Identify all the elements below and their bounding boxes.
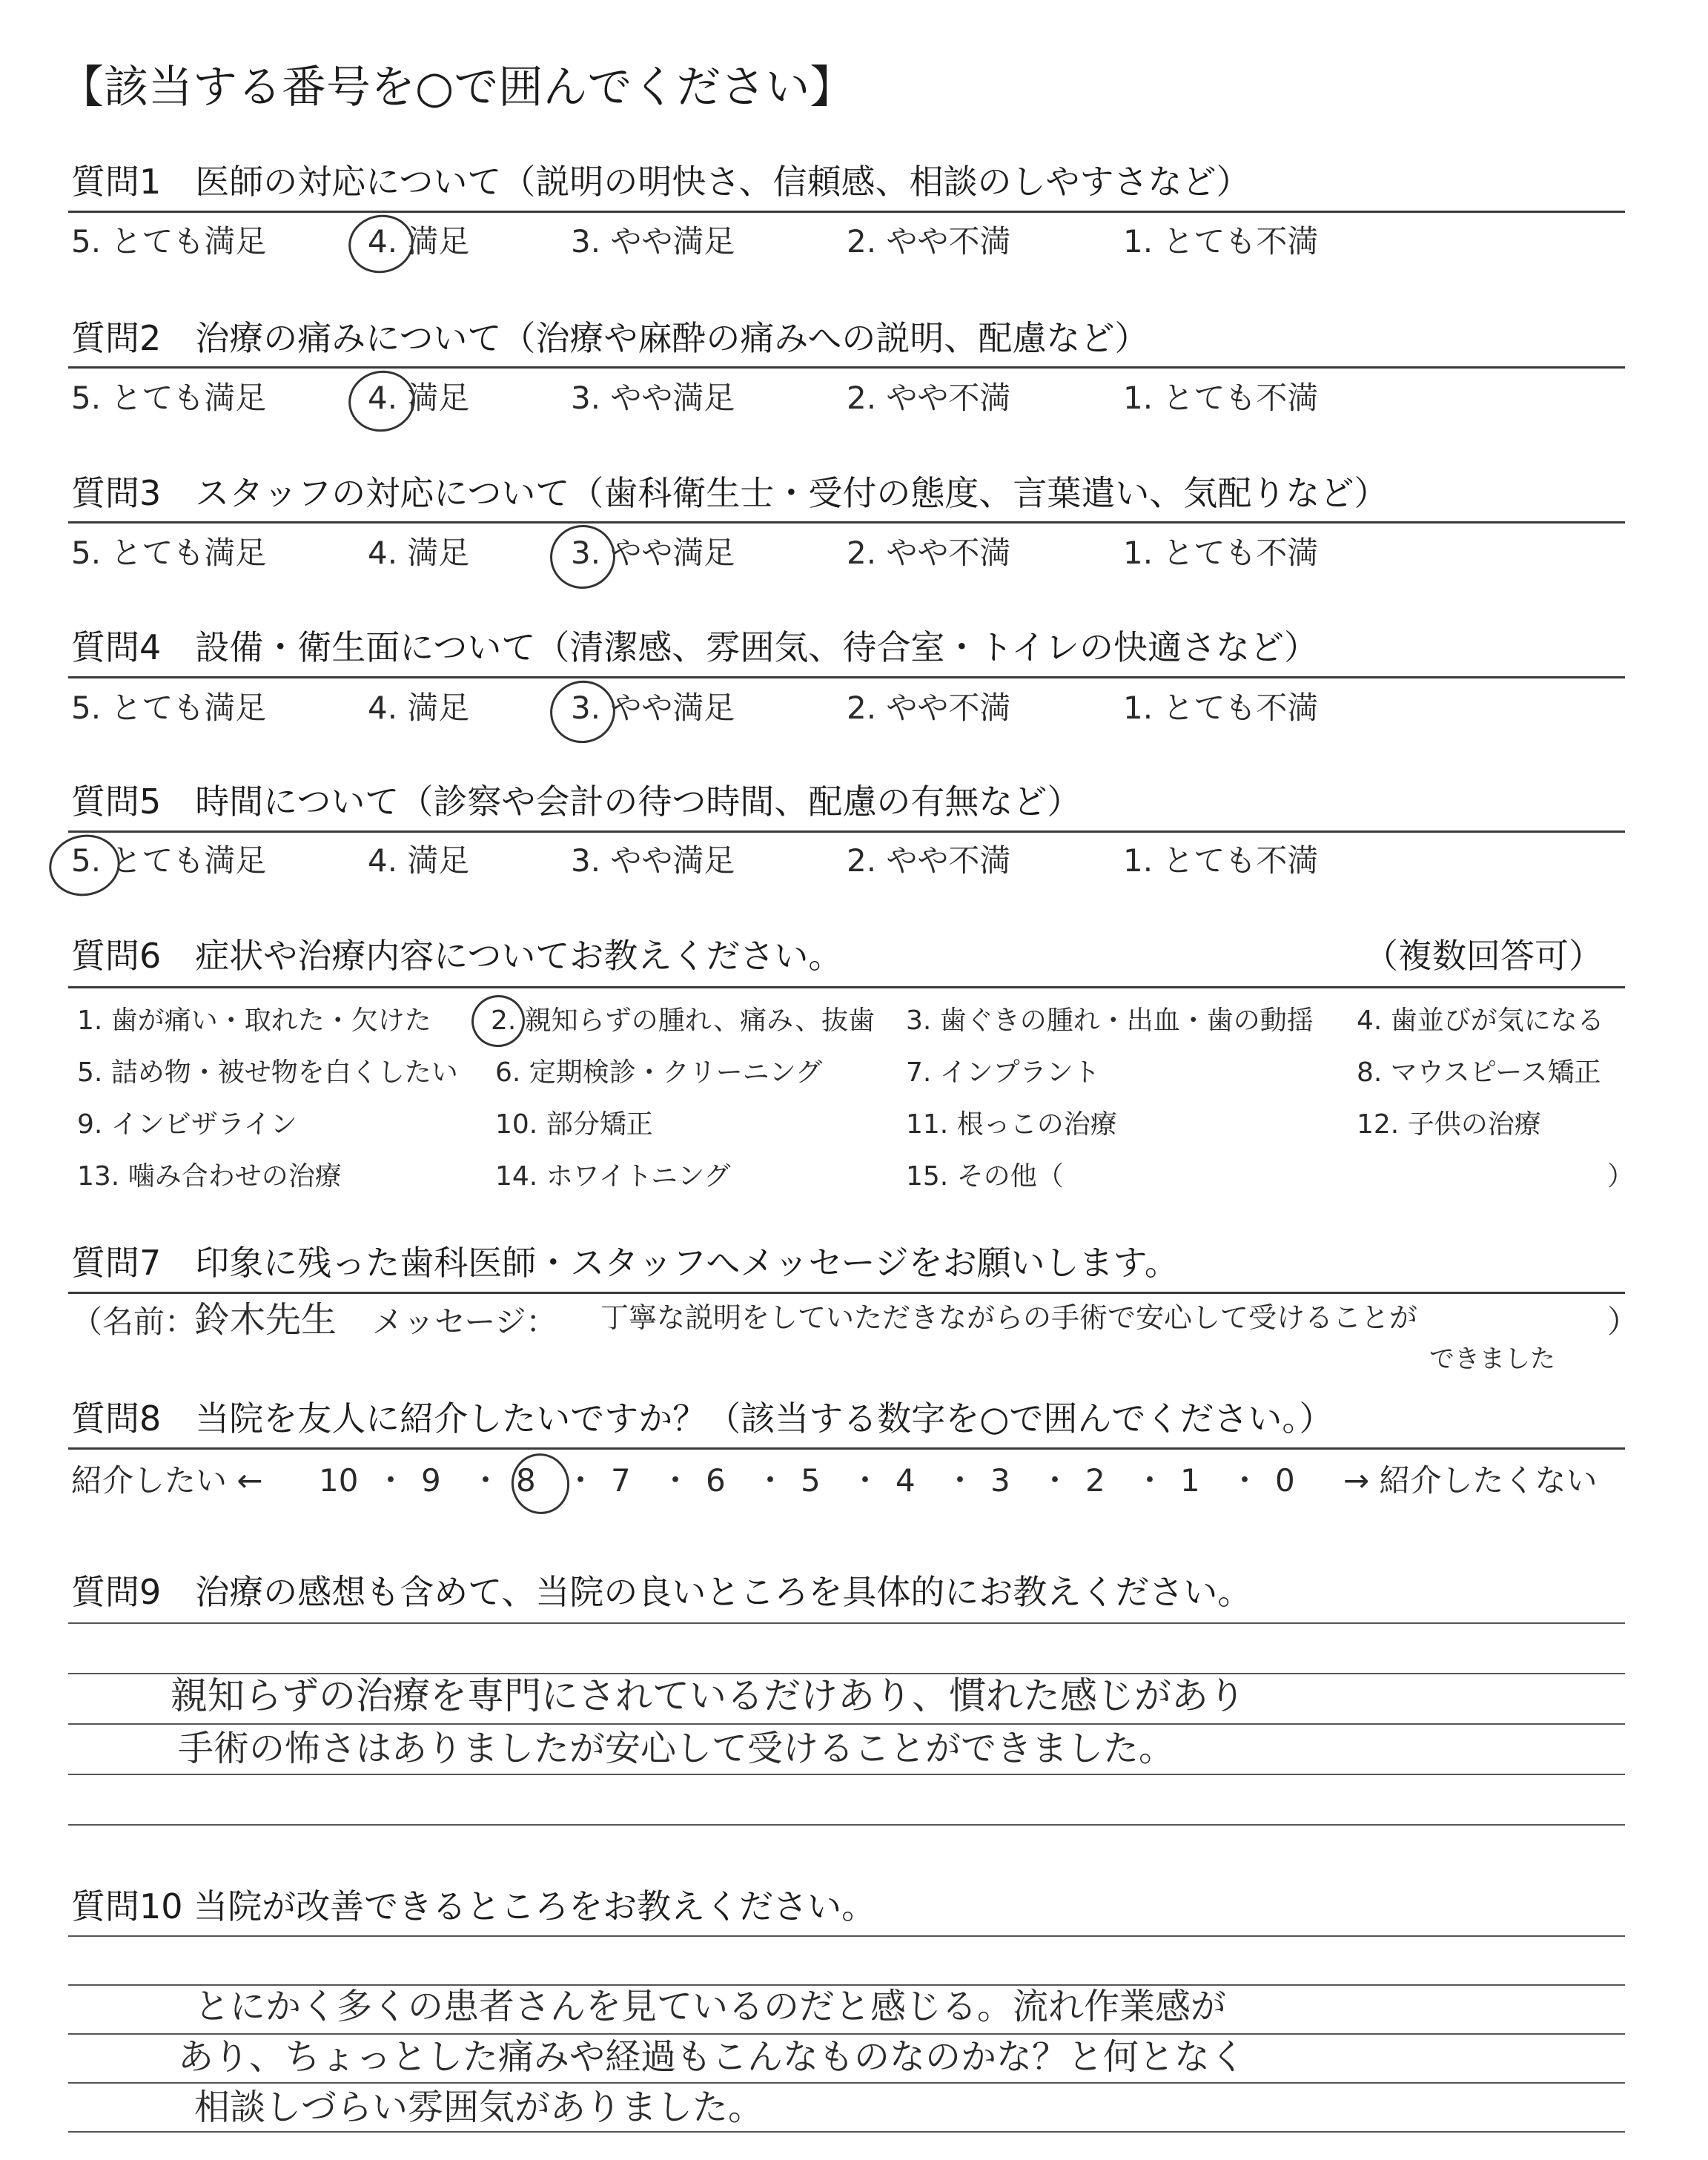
q4-option-4[interactable]: 4. 満足 xyxy=(368,690,470,726)
question-2-rule xyxy=(68,366,1625,369)
q5-option-5[interactable]: 5. とても満足 xyxy=(71,842,267,879)
q8-scale-7[interactable]: 7 xyxy=(611,1462,631,1499)
q8-scale-separator: ・ xyxy=(1039,1462,1071,1499)
q2-option-1[interactable]: 1. とても不満 xyxy=(1123,380,1319,416)
q2-option-2[interactable]: 2. やや不満 xyxy=(847,380,1011,416)
q8-scale-separator: ・ xyxy=(1134,1462,1166,1499)
question-9-label: 質問9 治療の感想も含めて、当院の良いところを具体的にお教えください。 xyxy=(71,1572,1252,1612)
q6-option-8[interactable]: 8. マウスピース矯正 xyxy=(1357,1057,1601,1088)
q2-option-3[interactable]: 3. やや満足 xyxy=(571,380,735,416)
question-10-label: 質問10 当院が改善できるところをお教えください。 xyxy=(71,1886,876,1926)
q8-scale-4[interactable]: 4 xyxy=(896,1462,916,1499)
q10-answer-line-1[interactable]: とにかく多くの患者さんを見ているのだと感じる。流れ作業感が xyxy=(194,1986,1227,2027)
q6-option-7[interactable]: 7. インプラント xyxy=(906,1057,1100,1088)
q6-option-2[interactable]: 2. 親知らずの腫れ、痛み、抜歯 xyxy=(491,1005,875,1036)
q6-option-3[interactable]: 3. 歯ぐきの腫れ・出血・歯の動揺 xyxy=(906,1005,1314,1036)
question-1-label: 質問1 医師の対応について（説明の明快さ、信頼感、相談のしやすさなど） xyxy=(71,162,1251,202)
q7-message-label: メッセージ： xyxy=(372,1304,557,1340)
q10-answer-line-2[interactable]: あり、ちょっとした痛みや経過もこんなものなのかな？と何となく xyxy=(178,2036,1246,2078)
q1-option-3[interactable]: 3. やや満足 xyxy=(571,223,735,260)
q6-option-4[interactable]: 4. 歯並びが気になる xyxy=(1357,1005,1604,1036)
q5-option-3[interactable]: 3. やや満足 xyxy=(571,842,735,879)
q10-line-3 xyxy=(68,2033,1625,2035)
q8-scale-separator: ・ xyxy=(565,1462,597,1499)
question-3-rule xyxy=(68,521,1625,524)
q8-left-label: 紹介したい ← xyxy=(71,1462,263,1499)
q10-line-1 xyxy=(68,1935,1625,1937)
q3-option-1[interactable]: 1. とても不満 xyxy=(1123,535,1319,571)
q2-option-4[interactable]: 4. 満足 xyxy=(368,380,470,416)
q5-selection-circle xyxy=(44,828,126,902)
q2-option-5[interactable]: 5. とても満足 xyxy=(71,380,267,416)
q8-right-label: → 紹介したくない xyxy=(1343,1462,1598,1499)
q1-option-4[interactable]: 4. 満足 xyxy=(368,223,470,260)
question-8-rule xyxy=(68,1447,1625,1450)
q6-option-13[interactable]: 13. 噛み合わせの治療 xyxy=(77,1161,342,1192)
q4-option-3[interactable]: 3. やや満足 xyxy=(571,690,735,726)
question-4-rule xyxy=(68,676,1625,678)
q7-name-value[interactable]: 鈴木先生 xyxy=(194,1299,337,1341)
question-7-label: 質問7 印象に残った歯科医師・スタッフへメッセージをお願いします。 xyxy=(71,1243,1179,1283)
question-6-note: （複数回答可） xyxy=(1364,936,1603,976)
question-7-rule xyxy=(68,1292,1625,1294)
q1-option-2[interactable]: 2. やや不満 xyxy=(847,223,1011,260)
q6-option-10[interactable]: 10. 部分矯正 xyxy=(495,1109,653,1140)
q5-option-2[interactable]: 2. やや不満 xyxy=(847,842,1011,879)
q9-answer-line-1[interactable]: 親知らずの治療を専門にされているだけあり、慣れた感じがあり xyxy=(171,1674,1245,1717)
q2-selection-circle xyxy=(342,365,420,438)
q5-option-4[interactable]: 4. 満足 xyxy=(368,842,470,879)
q6-option-15[interactable]: 15. その他（ xyxy=(906,1161,1064,1192)
q3-option-4[interactable]: 4. 満足 xyxy=(368,535,470,571)
q8-scale-separator: ・ xyxy=(850,1462,881,1499)
q8-scale-separator: ・ xyxy=(660,1462,692,1499)
q8-scale-9[interactable]: 9 xyxy=(421,1462,441,1499)
q8-scale-separator: ・ xyxy=(470,1462,502,1499)
question-5-label: 質問5 時間について（診察や会計の待つ時間、配慮の有無など） xyxy=(71,782,1082,822)
q10-line-5 xyxy=(68,2131,1625,2133)
q9-line-1 xyxy=(68,1622,1625,1624)
q6-option-9[interactable]: 9. インビザライン xyxy=(77,1109,297,1140)
q8-scale-5[interactable]: 5 xyxy=(801,1462,821,1499)
question-1-rule xyxy=(68,211,1625,213)
q6-option-14[interactable]: 14. ホワイトニング xyxy=(495,1161,731,1192)
q3-selection-circle xyxy=(544,519,621,595)
question-8-label: 質問8 当院を友人に紹介したいですか？（該当する数字を○で囲んでください。） xyxy=(71,1398,1334,1439)
q7-name-label: （名前： xyxy=(71,1304,196,1340)
q8-scale-8[interactable]: 8 xyxy=(516,1462,536,1499)
q8-scale-10[interactable]: 10 xyxy=(319,1462,359,1499)
q1-option-1[interactable]: 1. とても不満 xyxy=(1123,223,1319,260)
q8-scale-0[interactable]: 0 xyxy=(1275,1462,1295,1499)
q8-scale-2[interactable]: 2 xyxy=(1085,1462,1105,1499)
question-6-label: 質問6 症状や治療内容についてお教えください。 xyxy=(71,936,843,976)
q4-option-1[interactable]: 1. とても不満 xyxy=(1123,690,1319,726)
question-2-label: 質問2 治療の痛みについて（治療や麻酔の痛みへの説明、配慮など） xyxy=(71,318,1149,358)
q1-selection-circle xyxy=(343,209,419,280)
q6-option-5[interactable]: 5. 詰め物・被せ物を白くしたい xyxy=(77,1057,458,1088)
q10-answer-line-3[interactable]: 相談しづらい雰囲気がありました。 xyxy=(194,2087,764,2128)
q6-option-1[interactable]: 1. 歯が痛い・取れた・欠けた xyxy=(77,1005,431,1036)
q9-answer-line-2[interactable]: 手術の怖さはありましたが安心して受けることができました。 xyxy=(178,1728,1175,1769)
q6-option-6[interactable]: 6. 定期検診・クリーニング xyxy=(495,1057,823,1088)
q4-option-2[interactable]: 2. やや不満 xyxy=(847,690,1011,726)
q6-selection-circle xyxy=(467,990,530,1051)
q8-scale-separator: ・ xyxy=(375,1462,407,1499)
q8-scale-separator: ・ xyxy=(1229,1462,1261,1499)
q9-line-3 xyxy=(68,1723,1625,1725)
q10-line-4 xyxy=(68,2082,1625,2084)
q8-scale-6[interactable]: 6 xyxy=(706,1462,726,1499)
q9-line-5 xyxy=(68,1824,1625,1826)
q1-option-5[interactable]: 5. とても満足 xyxy=(71,223,267,260)
q6-option-15-close: ） xyxy=(1607,1161,1635,1192)
q8-selection-circle xyxy=(506,1448,575,1519)
q8-scale-separator: ・ xyxy=(755,1462,787,1499)
q8-scale-1[interactable]: 1 xyxy=(1180,1462,1200,1499)
question-4-label: 質問4 設備・衛生面について（清潔感、雰囲気、待合室・トイレの快適さなど） xyxy=(71,627,1319,667)
q3-option-5[interactable]: 5. とても満足 xyxy=(71,535,267,571)
q6-option-11[interactable]: 11. 根っこの治療 xyxy=(906,1109,1117,1140)
q3-option-2[interactable]: 2. やや不満 xyxy=(847,535,1011,571)
q7-message-line-1[interactable]: 丁寧な説明をしていただきながらの手術で安心して受けることが xyxy=(600,1301,1418,1334)
q4-selection-circle xyxy=(544,675,621,749)
question-6-rule xyxy=(68,986,1625,988)
q8-scale-3[interactable]: 3 xyxy=(990,1462,1010,1499)
q5-option-1[interactable]: 1. とても不満 xyxy=(1123,842,1319,879)
question-3-label: 質問3 スタッフの対応について（歯科衛生士・受付の態度、言葉遣い、気配りなど） xyxy=(71,473,1388,513)
q9-line-4 xyxy=(68,1774,1625,1775)
q4-option-5[interactable]: 5. とても満足 xyxy=(71,690,267,726)
question-5-rule xyxy=(68,830,1625,833)
q3-option-3[interactable]: 3. やや満足 xyxy=(571,535,735,571)
q8-scale-separator: ・ xyxy=(944,1462,976,1499)
q6-option-12[interactable]: 12. 子供の治療 xyxy=(1357,1109,1541,1140)
q7-close-paren: ） xyxy=(1607,1304,1639,1340)
page-title: 【該当する番号を○で囲んでください】 xyxy=(59,62,855,113)
q7-message-line-2[interactable]: できました xyxy=(1429,1344,1555,1374)
